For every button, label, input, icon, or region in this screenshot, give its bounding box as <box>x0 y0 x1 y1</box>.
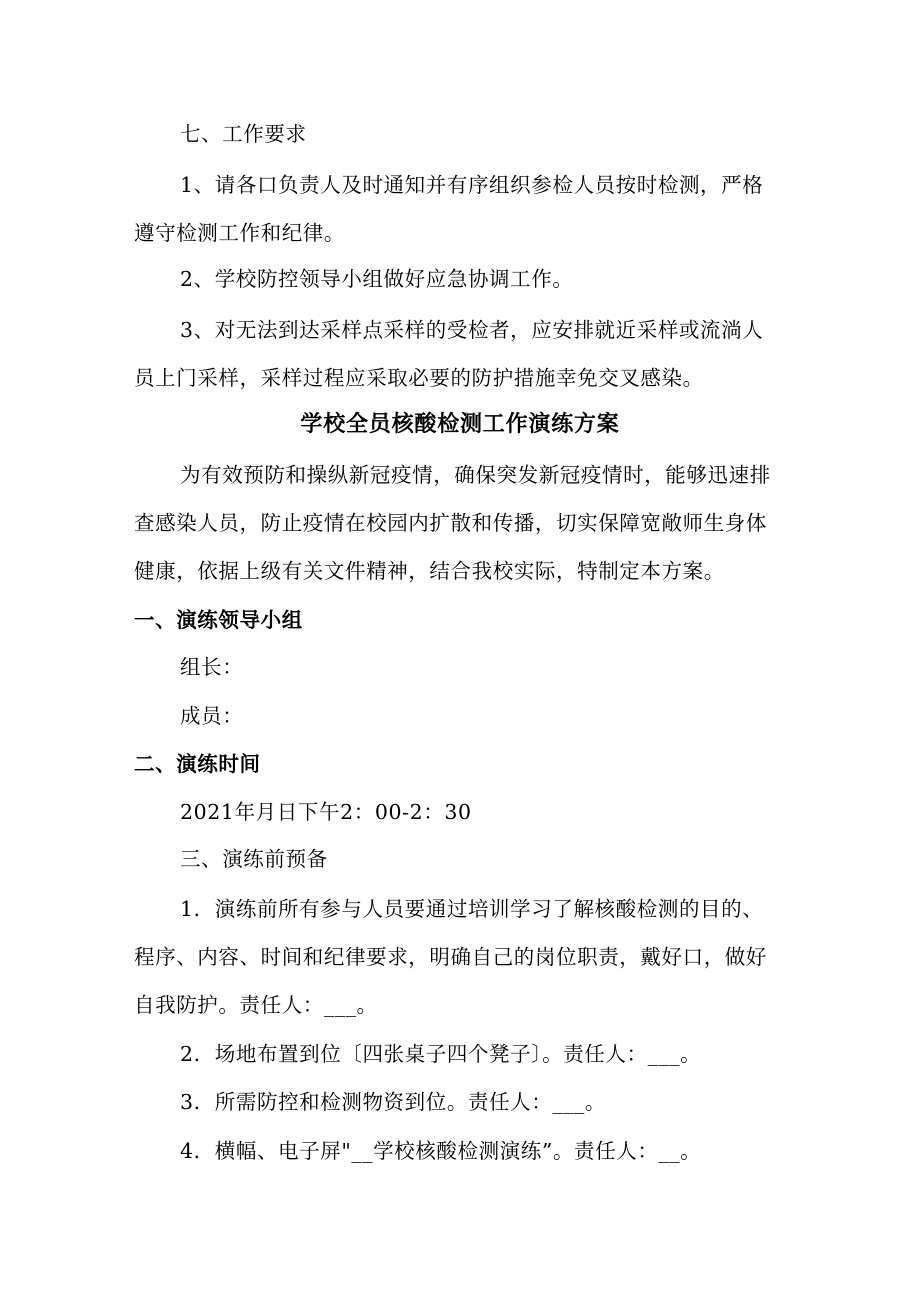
section7-item2: 2、学校防控领导小组做好应急协调工作。 <box>180 267 574 291</box>
section3-item1-line3: 自我防护。责任人：___。 <box>134 993 378 1017</box>
section3-item1-line1: 1．演练前所有参与人员要通过培训学习了解核酸检测的目的、 <box>180 897 764 921</box>
group-members-label: 成员： <box>180 704 244 728</box>
section7-item1-line2: 遵守检测工作和纪律。 <box>134 221 345 245</box>
intro-line1: 为有效预防和操纵新冠疫情，确保突发新冠疫情时，能够迅速排 <box>180 463 771 487</box>
section3-item2: 2．场地布置到位〔四张桌子四个凳子〕。责任人：___。 <box>180 1042 702 1066</box>
section3-heading: 三、演练前预备 <box>180 847 328 871</box>
document-title: 学校全员核酸检测工作演练方案 <box>300 412 620 437</box>
section7-item1-line1: 1、请各口负责人及时通知并有序组织参检人员按时检测，严格 <box>180 173 764 197</box>
drill-time: 2021年月日下午2：00-2：30 <box>180 800 472 824</box>
section7-heading: 七、工作要求 <box>180 122 307 146</box>
intro-line3: 健康，依据上级有关文件精神，结合我校实际，特制定本方案。 <box>134 559 725 583</box>
section3-item3: 3．所需防控和检测物资到位。责任人：___。 <box>180 1090 606 1114</box>
section3-item4: 4．横幅、电子屏"__学校核酸检测演练”。责任人：__。 <box>180 1139 702 1163</box>
group-leader-label: 组长： <box>180 655 244 679</box>
section2-heading: 二、演练时间 <box>134 752 261 776</box>
section3-item1-line2: 程序、内容、时间和纪律要求，明确自己的岗位职责，戴好口，做好 <box>134 945 767 969</box>
section7-item3-line2: 员上门采样，采样过程应采取必要的防护措施幸免交叉感染。 <box>134 366 704 390</box>
section7-item3-line1: 3、对无法到达采样点采样的受检者，应安排就近采样或流淌人 <box>180 318 764 342</box>
section1-heading: 一、演练领导小组 <box>134 608 303 632</box>
intro-line2: 查感染人员，防止疫情在校园内扩散和传播，切实保障宽敞师生身体 <box>134 511 767 535</box>
